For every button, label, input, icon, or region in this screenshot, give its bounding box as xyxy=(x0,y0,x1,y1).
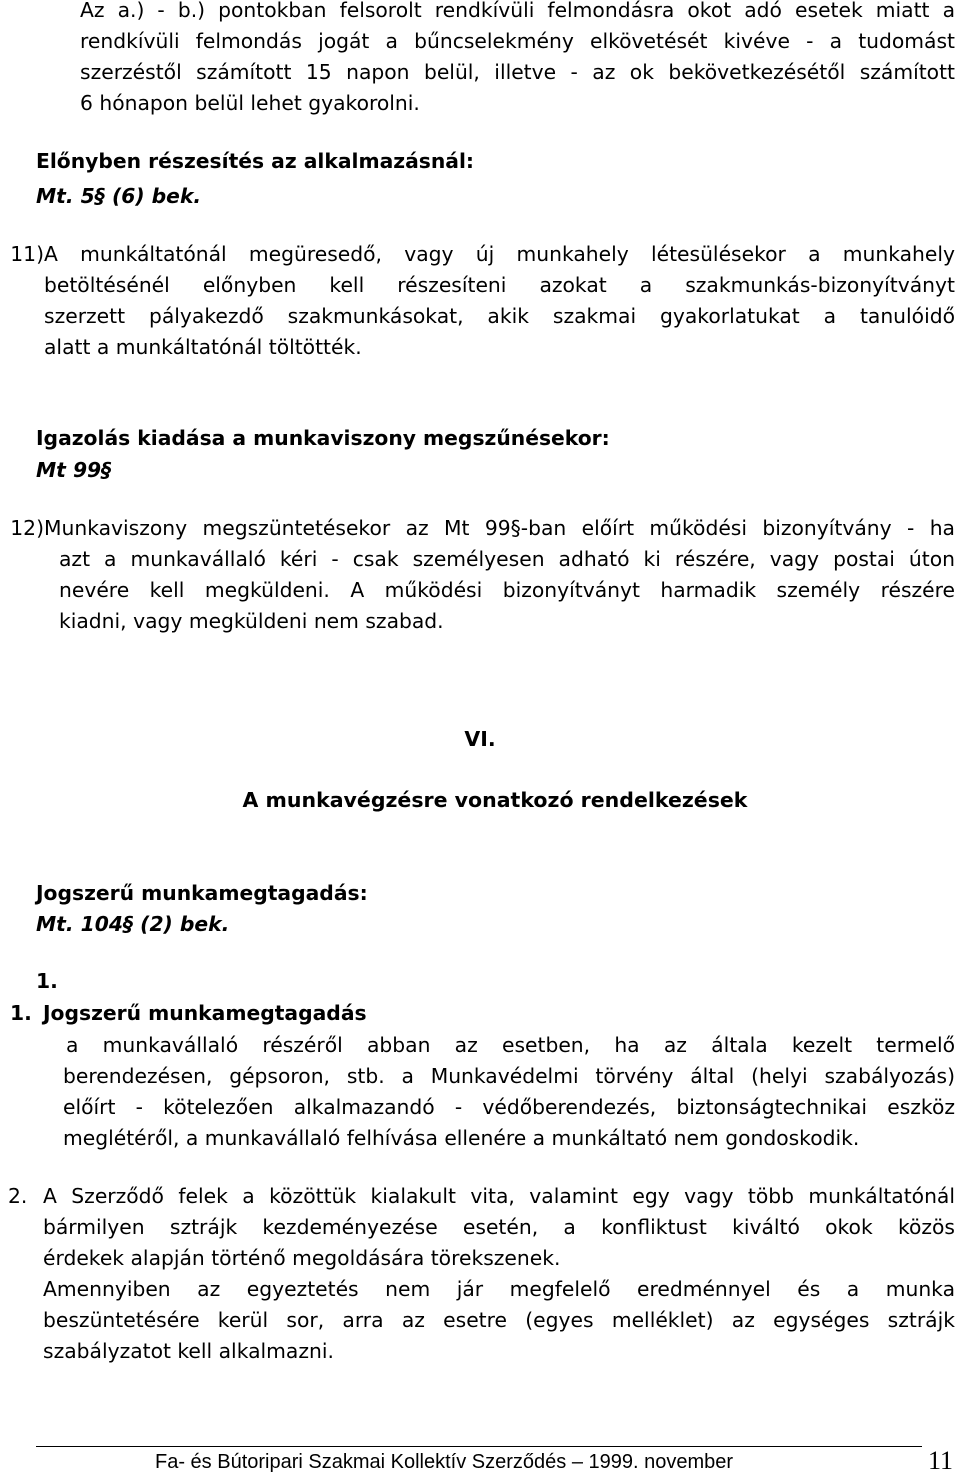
text-line: nevére kell megküldeni. A működési bizonyítványt harmadik személy részére xyxy=(59,578,955,602)
item-paragraph xyxy=(44,239,955,363)
text-line: bármilyen sztrájk kezdeményezése esetén, a konfliktust kiváltó okok közös xyxy=(43,1215,955,1239)
item-paragraph-continued xyxy=(63,1061,955,1154)
page-number: 11 xyxy=(928,1446,954,1475)
legal-reference: Mt. 104§ (2) bek. xyxy=(36,912,230,936)
item-paragraph xyxy=(66,1030,955,1061)
text-line: berendezésen, gépsoron, stb. a Munkavédelmi törvény által (helyi szabályozás) xyxy=(63,1064,955,1088)
item-number: 12) xyxy=(10,516,44,540)
intro-paragraph xyxy=(80,0,955,119)
item-number: 2. xyxy=(8,1184,28,1208)
item-title: Jogszerű munkamegtagadás xyxy=(43,1001,367,1025)
footer-divider xyxy=(36,1446,922,1447)
item-number: 11) xyxy=(10,242,44,266)
text-line: A munkáltatónál megüresedő, vagy új munkahely létesülésekor a munkahely xyxy=(44,242,955,266)
text-line: Az a.) - b.) pontokban felsorolt rendkívüli felmondásra okot adó esetek miatt a xyxy=(80,0,955,22)
text-line: szerzett pályakezdő szakmunkásokat, akik szakmai gyakorlatukat a tanulóidő xyxy=(44,304,955,328)
text-line: szabályzatot kell alkalmazni. xyxy=(43,1339,334,1363)
section-heading: Jogszerű munkamegtagadás: xyxy=(36,881,368,905)
item-number: 1. xyxy=(10,1001,32,1025)
text-line: előírt - kötelezően alkalmazandó - védőberendezés, biztonságtechnikai eszköz xyxy=(63,1095,955,1119)
text-line: alatt a munkáltatónál töltötték. xyxy=(44,335,362,359)
text-line: Amennyiben az egyeztetés nem jár megfelelő eredménnyel és a munka xyxy=(43,1277,955,1301)
item-paragraph xyxy=(43,1181,955,1367)
legal-reference: Mt. 5§ (6) bek. xyxy=(36,184,202,208)
legal-reference: Mt 99§ xyxy=(36,458,112,482)
section-heading: Előnyben részesítés az alkalmazásnál: xyxy=(36,149,475,173)
text-line: a munkavállaló részéről abban az esetben, ha az általa kezelt termelő xyxy=(66,1033,955,1057)
text-line: kiadni, vagy megküldeni nem szabad. xyxy=(59,609,444,633)
stray-list-number: 1. xyxy=(36,969,58,993)
section-heading: Igazolás kiadása a munkaviszony megszűnésekor: xyxy=(36,426,610,450)
item-paragraph xyxy=(44,513,955,544)
text-line: beszüntetésére kerül sor, arra az esetre (egyes melléklet) az egységes sztrájk xyxy=(43,1308,955,1332)
text-line: érdekek alapján történő megoldására törekszenek. xyxy=(43,1246,561,1270)
text-line: rendkívüli felmondás jogát a bűncselekmény elkövetését kivéve - a tudomást xyxy=(80,29,955,53)
text-line: betöltésénél előnyben kell részesíteni azokat a szakmunkás-bizonyítványt xyxy=(44,273,955,297)
text-line: szerzéstől számított 15 napon belül, illetve - az ok bekövetkezésétől számított xyxy=(80,60,955,84)
text-line: azt a munkavállaló kéri - csak személyesen adható ki részére, vagy postai úton xyxy=(59,547,955,571)
item-paragraph-continued xyxy=(59,544,955,637)
text-line: Munkaviszony megszüntetésekor az Mt 99§-ban előírt működési bizonyítvány - ha xyxy=(44,516,955,540)
footer-text: Fa- és Bútoripari Szakmai Kollektív Szerződés – 1999. november xyxy=(155,1451,734,1473)
text-line: meglétéről, a munkavállaló felhívása ellenére a munkáltató nem gondoskodik. xyxy=(63,1126,860,1150)
text-line: 6 hónapon belül lehet gyakorolni. xyxy=(80,91,420,115)
text-line: A Szerződő felek a közöttük kialakult vita, valamint egy vagy több munkáltatónál xyxy=(43,1184,955,1208)
chapter-number: VI. xyxy=(464,727,496,751)
chapter-title: A munkavégzésre vonatkozó rendelkezések xyxy=(242,788,748,812)
